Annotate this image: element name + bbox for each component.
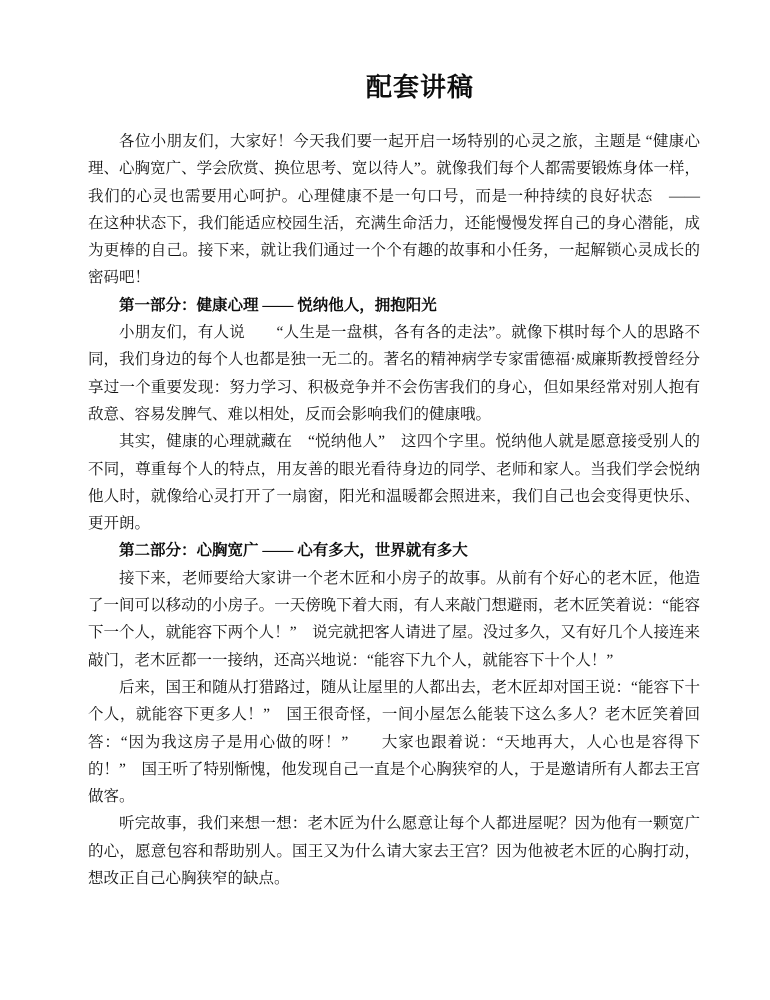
- paragraph-intro: 各位小朋友们，大家好！今天我们要一起开启一场特别的心灵之旅，主题是 “健康心理、心胸宽广、学会欣赏、换位思考、宽以待人”。就像我们每个人都需要锻炼身体一样，我们的心灵也需要用心呵护。心理健康不是一句口号，而是一种持续的良好状态 —— 在这种状态下，我们能适应校园生活，充满生命活力，还能慢慢发挥自己的身心潜能，成为更棒的自己。接下来，就让我们通过一个个有趣的故事和小任务，一起解锁心灵成长的密码吧！: [88, 133, 716, 287]
- paragraph-section1-chess: 小朋友们，有人说 “人生是一盘棋，各有各的走法”。就像下棋时每个人的思路不同，我们身边的每个人也都是独一无二的。著名的精神病学专家雷德福·威廉斯教授曾经分享过一个重要发现：努力学习、积极竞争并不会伤害我们的身心，但如果经常对别人抱有敌意、容易发脾气、难以相处，反而会影响我们的健康哦。: [88, 324, 700, 423]
- section-1-heading: 第一部分：健康心理 —— 悦纳他人，拥抱阳光: [119, 296, 437, 314]
- paragraph-section2-king-story: 后来，国王和随从打猎路过，随从让屋里的人都出去，老木匠却对国王说：“能容下十个人，就能容下更多人！” 国王很奇怪，一间小屋怎么能装下这么多人？老木匠笑着回答：“因为我这房子是用心做的呀！” 大家也跟着说：“天地再大，人心也是容得下的！” 国王听了特别惭愧，他发现自己一直是个心胸狭窄的人，于是邀请所有人都去王宫做客。: [88, 678, 700, 806]
- section-2-heading: 第二部分：心胸宽广 —— 心有多大，世界就有多大: [119, 542, 468, 560]
- paragraph-section1-acceptance: 其实，健康的心理就藏在 “悦纳他人” 这四个字里。悦纳他人就是愿意接受别人的不同，尊重每个人的特点，用友善的眼光看待身边的同学、老师和家人。当我们学会悦纳他人时，就像给心灵打开了一扇窗，阳光和温暖都会照进来，我们自己也会变得更快乐、更开朗。: [88, 433, 700, 533]
- paragraph-section2-reflection: 听完故事，我们来想一想：老木匠为什么愿意让每个人都进屋呢？因为他有一颗宽广的心，愿意包容和帮助别人。国王又为什么请大家去王宫？因为他被老木匠的心胸打动，想改正自己心胸狭窄的缺点。: [88, 815, 700, 888]
- document-title: 配套讲稿: [365, 73, 474, 102]
- paragraph-section2-carpenter-story: 接下来，老师要给大家讲一个老木匠和小房子的故事。从前有个好心的老木匠，他造了一间可以移动的小房子。一天傍晚下着大雨，有人来敲门想避雨，老木匠笑着说：“能容下一个人，就能容下两个人！” 说完就把客人请进了屋。没过多久，又有好几个人接连来敲门，老木匠都一一接纳，还高兴地说：“能容下九个人，就能容下十个人！”: [88, 569, 700, 669]
